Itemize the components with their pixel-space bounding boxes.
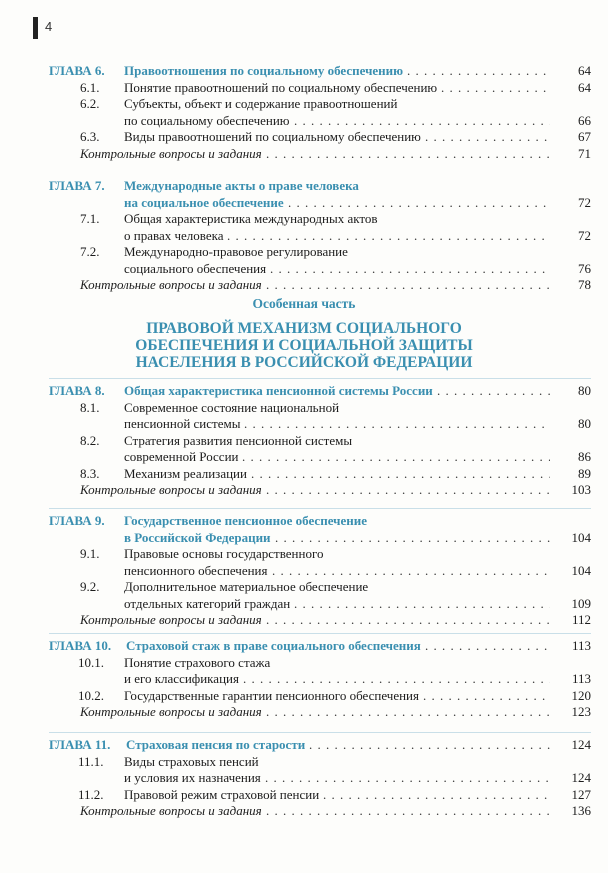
entry-title: пенсионной системы [124,416,241,431]
entry-title: Контрольные вопросы и задания [80,277,262,292]
chapter-label: ГЛАВА 9. [49,513,105,528]
entry-title: Контрольные вопросы и задания [80,145,262,161]
section-entry[interactable] [0,654,608,671]
entry-title: о правах человека [124,227,224,243]
entry-title: Международно-правовое регулирование [124,244,348,259]
page-ref: 72 [578,194,591,210]
page-ref: 103 [571,482,591,497]
section-entry[interactable] [0,415,608,432]
chapter-title: Правоотношения по социальному обеспечению [124,63,404,78]
control-questions-entry[interactable] [0,145,608,162]
section-entry[interactable] [0,112,608,129]
section-entry[interactable] [0,753,608,770]
dot-leader [265,769,550,786]
section-entry[interactable] [0,545,608,562]
section-entry[interactable] [0,260,608,277]
page-ref: 67 [578,129,591,144]
page-ref: 112 [571,612,591,627]
section-number: 11.2. [78,786,104,802]
special-part-title-line: НАСЕЛЕНИЯ В РОССИЙСКОЙ ФЕДЕРАЦИИ [135,354,473,371]
dot-leader [227,227,550,244]
page-ref: 78 [578,277,591,292]
dot-leader [266,481,550,498]
section-number: 6.2. [80,96,100,111]
section-entry[interactable] [0,670,608,687]
section-number: 7.1. [80,211,100,226]
entry-title: Субъекты, объект и содержание правоотношений [124,96,398,111]
page-ref: 80 [578,383,591,398]
entry-title: Общая характеристика международных актов [124,211,378,226]
section-divider [49,378,591,379]
entry-title: и его классификация [124,671,239,686]
control-questions-entry[interactable] [0,703,608,720]
entry-title: Правовой режим страховой пенсии [124,786,320,802]
chapter-title: Страховая пенсия по старости [126,737,306,752]
section-entry[interactable] [0,448,608,465]
dot-leader [266,703,550,720]
entry-title: Контрольные вопросы и задания [80,482,262,497]
chapter-entry[interactable] [0,194,608,211]
page-ref: 64 [578,63,591,78]
section-entry[interactable] [0,687,608,704]
control-questions-entry[interactable] [0,611,608,628]
section-number: 7.2. [80,244,100,259]
section-number: 8.2. [80,432,100,448]
section-divider [49,732,591,733]
page-ref: 76 [578,260,591,276]
special-part-title-line: ПРАВОВОЙ МЕХАНИЗМ СОЦИАЛЬНОГО [146,320,462,337]
dot-leader [266,276,550,293]
page-ref: 80 [578,416,591,431]
page-ref: 64 [578,79,591,95]
chapter-label: ГЛАВА 11. [49,737,111,752]
section-number: 11.1. [78,753,104,769]
dot-leader [441,79,550,96]
dot-leader [309,736,550,753]
section-number: 10.1. [78,654,104,670]
section-entry[interactable] [0,399,608,416]
dot-leader [425,637,550,654]
page-ref: 124 [571,737,591,752]
section-entry[interactable] [0,95,608,112]
entry-title: Виды страховых пенсий [124,753,259,769]
page-ref: 113 [571,671,591,686]
chapter-label: ГЛАВА 6. [49,63,105,78]
entry-title: и условия их назначения [124,770,261,785]
page-ref: 136 [571,803,591,818]
section-entry[interactable] [0,243,608,260]
chapter-title: на социальное обеспечение [124,194,284,210]
chapter-label: ГЛАВА 10. [49,638,112,653]
page-ref: 127 [571,786,591,802]
entry-title: Контрольные вопросы и задания [80,612,262,627]
page-number: 4 [45,19,53,34]
dot-leader [251,465,550,482]
special-part-subtitle: Особенная часть [252,296,356,311]
page-ref: 123 [571,704,591,719]
control-questions-entry[interactable] [0,802,608,819]
dot-leader [243,670,550,687]
page-ref: 89 [578,465,591,481]
chapter-entry[interactable] [0,177,608,194]
dot-leader [407,62,550,79]
page-ref: 120 [571,687,591,703]
dot-leader [425,128,550,145]
page-ref: 113 [571,638,591,653]
entry-title: Современное состояние национальной [124,399,340,415]
dot-leader [266,611,550,628]
chapter-label: ГЛАВА 7. [49,178,105,193]
dot-leader [294,112,550,129]
section-number: 8.3. [80,465,100,481]
section-number: 9.1. [80,546,100,561]
chapter-entry[interactable] [0,637,608,654]
entry-title: Виды правоотношений по социальному обеспечению [124,129,421,144]
section-number: 6.1. [80,79,100,95]
page-ref: 66 [578,112,591,128]
page-ref: 72 [578,227,591,243]
control-questions-entry[interactable] [0,276,608,293]
dot-leader [275,529,550,546]
chapter-entry[interactable] [0,736,608,753]
section-number: 10.2. [78,687,104,703]
page-ref: 104 [571,562,591,578]
entry-title: по социальному обеспечению [124,112,290,128]
entry-title: Понятие правоотношений по социальному обеспечению [124,79,438,95]
section-divider [49,508,591,509]
entry-title: Государственные гарантии пенсионного обеспечения [124,687,419,703]
chapter-entry[interactable] [0,512,608,529]
chapter-label: ГЛАВА 8. [49,383,105,398]
section-entry[interactable] [0,578,608,595]
dot-leader [266,145,550,162]
page-ref: 109 [571,595,591,611]
section-entry[interactable] [0,227,608,244]
section-divider [49,633,591,634]
section-number: 6.3. [80,129,100,144]
entry-title: Механизм реализации [124,465,247,481]
chapter-title: в Российской Федерации [124,529,271,545]
section-entry[interactable] [0,786,608,803]
dot-leader [288,194,550,211]
entry-title: Дополнительное материальное обеспечение [124,579,369,594]
chapter-title: Международные акты о праве человека [124,178,359,193]
entry-title: Контрольные вопросы и задания [80,803,262,818]
page-marker-bar [33,17,38,39]
dot-leader [242,448,550,465]
dot-leader [266,802,550,819]
dot-leader [437,382,550,399]
entry-title: пенсионного обеспечения [124,562,268,578]
section-entry[interactable] [0,595,608,612]
chapter-entry[interactable] [0,529,608,546]
entry-title: отдельных категорий граждан [124,595,291,611]
entry-title: Стратегия развития пенсионной системы [124,432,353,448]
section-entry[interactable] [0,210,608,227]
page-ref: 124 [571,770,591,785]
page-ref: 86 [578,449,591,464]
entry-title: Правовые основы государственного [124,546,324,561]
special-part-title-line: ОБЕСПЕЧЕНИЯ И СОЦИАЛЬНОЙ ЗАЩИТЫ [135,337,473,354]
dot-leader [294,595,550,612]
chapter-title: Страховой стаж в праве социального обеспечения [126,638,421,653]
dot-leader [244,415,550,432]
chapter-title: Общая характеристика пенсионной системы России [124,383,433,398]
section-entry[interactable] [0,465,608,482]
chapter-entry[interactable] [0,62,608,79]
chapter-entry[interactable] [0,382,608,399]
dot-leader [323,786,550,803]
chapter-title: Государственное пенсионное обеспечение [124,513,367,528]
section-entry[interactable] [0,128,608,145]
section-entry[interactable] [0,769,608,786]
section-number: 8.1. [80,399,100,415]
section-entry[interactable] [0,432,608,449]
section-entry[interactable] [0,562,608,579]
page-ref: 71 [578,145,591,161]
special-part-title [0,320,608,371]
section-entry[interactable] [0,79,608,96]
dot-leader [270,260,550,277]
dot-leader [423,687,550,704]
entry-title: Понятие страхового стажа [124,654,271,670]
dot-leader [272,562,550,579]
entry-title: Контрольные вопросы и задания [80,704,262,719]
control-questions-entry[interactable] [0,481,608,498]
section-number: 9.2. [80,579,100,594]
entry-title: социального обеспечения [124,260,267,276]
page-ref: 104 [571,529,591,545]
entry-title: современной России [124,449,239,464]
